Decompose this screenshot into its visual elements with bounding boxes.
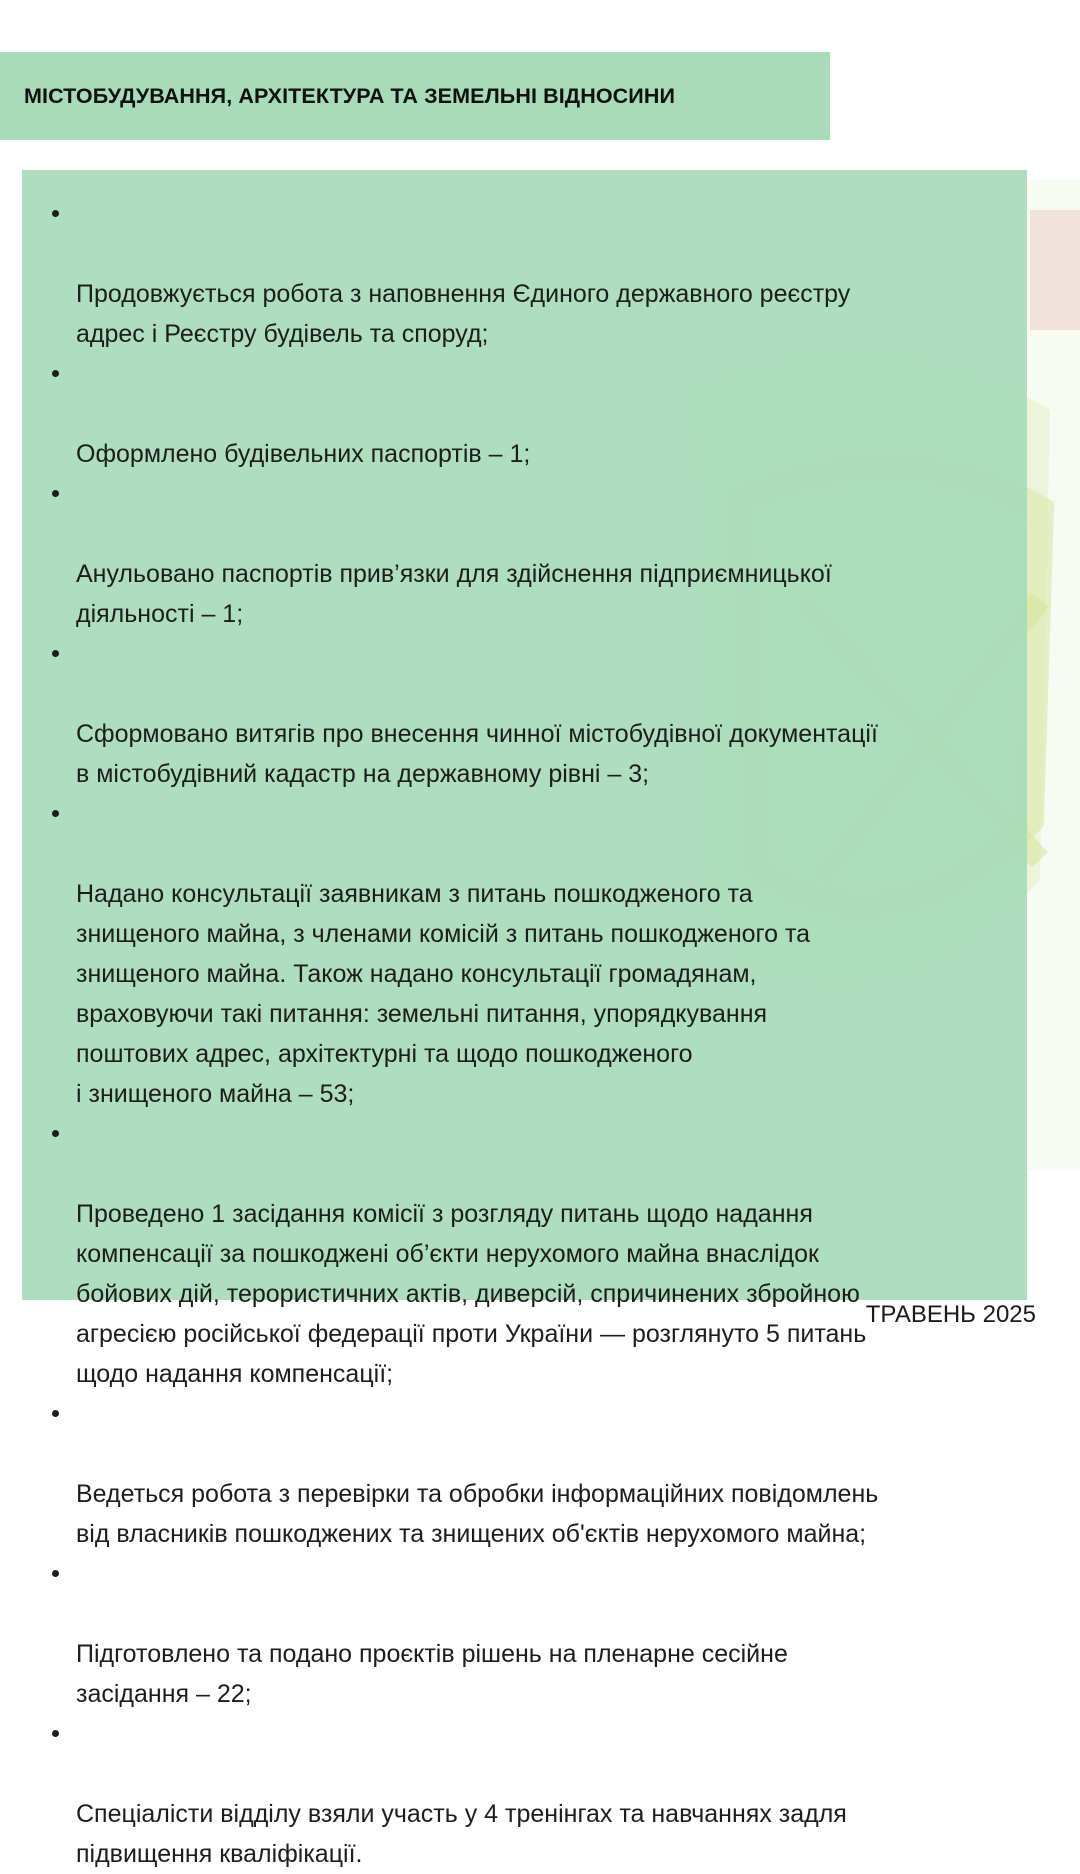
bullet-icon: [52, 650, 59, 657]
section-title-bar: [0, 52, 830, 140]
bullet-icon: [52, 210, 59, 217]
list-item: [22, 1114, 1027, 1394]
list-item: [22, 1714, 1027, 1874]
list-item-text: Ведеться робота з перевірки та обробки інформаційних повідомлень від власників пошкоджених та знищених об'єктів нерухомого майна;: [76, 1480, 879, 1548]
bullet-icon: [52, 810, 59, 817]
bullet-icon: [52, 1730, 59, 1737]
items-list: [22, 194, 1027, 1874]
list-item-text: Сформовано витягів про внесення чинної містобудівної документації в містобудівний кадастр на державному рівні – 3;: [76, 720, 878, 788]
list-item-text: Проведено 1 засідання комісії з розгляду питань щодо надання компенсації за пошкоджені об’єкти нерухомого майна внаслідок бойових дій, терористичних актів, диверсій, спричинених збройною агресією російської федерації проти України — розглянуто 5 питань щодо надання компенсації;: [76, 1200, 867, 1388]
list-item: [22, 634, 1027, 794]
bullet-icon: [52, 1570, 59, 1577]
list-item-text: Надано консультації заявникам з питань пошкодженого та знищеного майна, з членами комісій з питань пошкодженого та знищеного майна. Також надано консультації громадянам, враховуючи такі питання: земельні питання, упорядкування поштових адрес, архітектурні та щодо пошкодженого і знищеного майна – 53;: [76, 880, 811, 1108]
list-item: [22, 354, 1027, 474]
report-date: ТРАВЕНЬ 2025: [865, 1301, 1036, 1328]
bullet-icon: [52, 1410, 59, 1417]
bullet-icon: [52, 490, 59, 497]
list-item-text: Спеціалісти відділу взяли участь у 4 тренінгах та навчаннях задля підвищення кваліфікації.: [76, 1800, 847, 1868]
list-item: [22, 794, 1027, 1114]
list-item: [22, 1394, 1027, 1554]
list-item-text: Підготовлено та подано проєктів рішень на пленарне сесійне засідання – 22;: [76, 1640, 788, 1708]
bullet-icon: [52, 370, 59, 377]
list-item-text: Анульовано паспортів прив’язки для здійснення підприємницької діяльності – 1;: [76, 560, 832, 628]
section-title: МІСТОБУДУВАННЯ, АРХІТЕКТУРА ТА ЗЕМЕЛЬНІ ВІДНОСИНИ: [24, 83, 676, 108]
list-item-text: Оформлено будівельних паспортів – 1;: [76, 440, 531, 468]
list-item: [22, 474, 1027, 634]
bullet-icon: [52, 1130, 59, 1137]
list-item-text: Продовжується робота з наповнення Єдиного державного реєстру адрес і Реєстру будівель та споруд;: [76, 280, 851, 348]
list-item: [22, 1554, 1027, 1714]
list-item: [22, 194, 1027, 354]
